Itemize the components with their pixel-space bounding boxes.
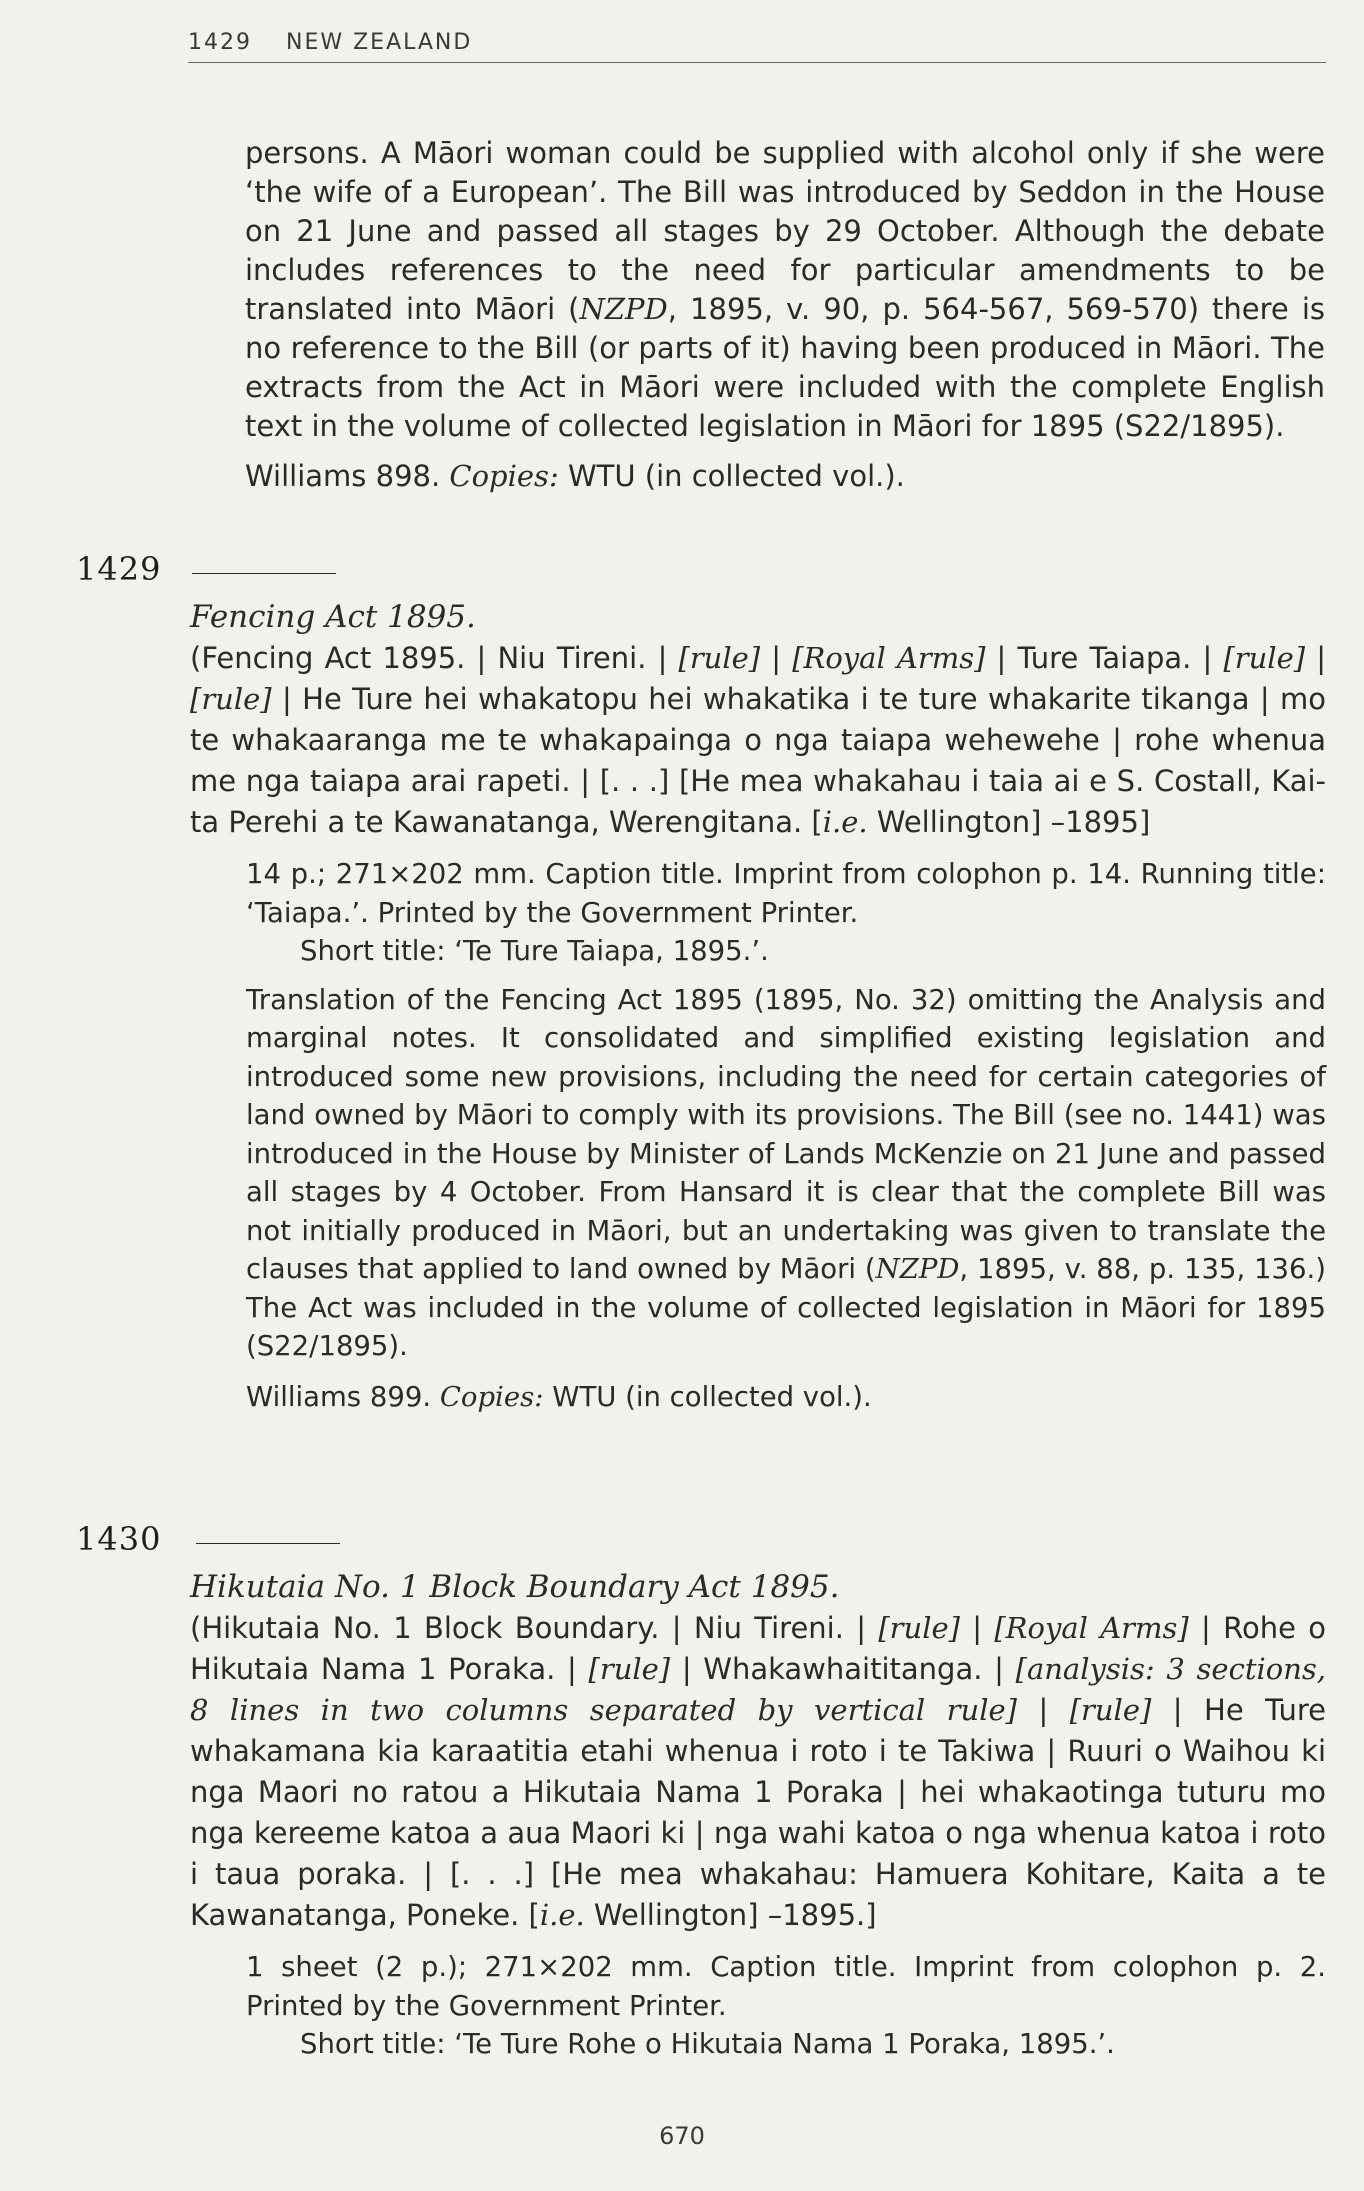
entry-number: 1430	[76, 1520, 162, 1558]
header-page-number: 1429	[188, 30, 252, 55]
entry-rule	[192, 573, 336, 574]
intro-paragraph: persons. A Māori woman could be supplied with alcohol only if she were ‘the wife of a European’. The Bill was introduced by Seddon in the House on 21 June and passed all stages by 29 October. Although the debate includes references to the need for particular amendments to be translated into Māori (NZPD, 1895, v. 90, p. 564-567, 569-570) there is no reference to the Bill (or parts of it) having been produced in Māori. The extracts from the Act in Māori were included with the complete English text in the volume of collected legislation in Māori for 1895 (S22/1895).	[245, 136, 1325, 443]
entry-number: 1429	[76, 550, 162, 588]
entry-1429	[190, 596, 1326, 1416]
entry-collation: 1 sheet (2 p.); 271×202 mm. Caption title. Imprint from colophon p. 2. Printed by the Government Printer.	[246, 1951, 1326, 2022]
header-section: NEW ZEALAND	[286, 30, 473, 55]
entry-title: Hikutaia No. 1 Block Boundary Act 1895.	[190, 1569, 840, 1605]
entry-rule	[196, 1543, 340, 1544]
entry-williams-line: Williams 899. Copies: WTU (in collected vol.).	[246, 1380, 872, 1413]
entry-short-title: Short title: ‘Te Ture Rohe o Hikutaia Nama 1 Poraka, 1895.’.	[300, 2028, 1115, 2060]
entry-description: (Fencing Act 1895. | Niu Tireni. | [rule] | [Royal Arms] | Ture Taiapa. | [rule] | [rule] | He Ture hei whakatopu hei whakatika i te ture whakarite tikanga | mo te whakaaranga me te whakapainga o nga taiapa wehewehe | rohe whenua me nga taiapa arai rapeti. | [. . .] [He mea whakahau i taia ai e S. Costall, Kai-ta Perehi a te Kawanatanga, Werengitana. [i.e. Wellington] –1895]	[190, 641, 1326, 839]
entry-description: (Hikutaia No. 1 Block Boundary. | Niu Tireni. | [rule] | [Royal Arms] | Rohe o Hikutaia Nama 1 Poraka. | [rule] | Whakawhaititanga. | [analysis: 3 sections, 8 lines in two columns separated by vertical rule] | [rule] | He Ture whakamana kia karaatitia etahi whenua i roto i te Takiwa | Ruuri o Waihou ki nga Maori no ratou a Hikutaia Nama 1 Poraka | hei whakaotinga tuturu mo nga kereeme katoa a aua Maori ki | nga wahi katoa o nga whenua katoa i roto i taua poraka. | [. . .] [He mea whakahau: Hamuera Kohitare, Kaita a te Kawanatanga, Poneke. [i.e. Wellington] –1895.]	[190, 1611, 1326, 1932]
entry-1430	[190, 1566, 1326, 2064]
entry-note: Translation of the Fencing Act 1895 (1895, No. 32) omitting the Analysis and marginal notes. It consolidated and simplified existing legislation and introduced some new provisions, including the need for certain categories of land owned by Māori to comply with its provisions. The Bill (see no. 1441) was introduced in the House by Minister of Lands McKenzie on 21 June and passed all stages by 4 October. From Hansard it is clear that the complete Bill was not initially produced in Māori, but an undertaking was given to translate the clauses that applied to land owned by Māori (NZPD, 1895, v. 88, p. 135, 136.) The Act was included in the volume of collected legislation in Māori for 1895 (S22/1895).	[246, 983, 1326, 1362]
page-number-footer: 670	[659, 2122, 705, 2150]
entry-collation: 14 p.; 271×202 mm. Caption title. Imprint from colophon p. 14. Running title: ‘Taiapa.’. Printed by the Government Printer.	[246, 858, 1326, 929]
entry-title: Fencing Act 1895.	[190, 599, 476, 635]
running-header	[188, 30, 1326, 63]
entry-short-title: Short title: ‘Te Ture Taiapa, 1895.’.	[300, 935, 769, 967]
intro-williams-line: Williams 898. Copies: WTU (in collected vol.).	[245, 459, 905, 493]
